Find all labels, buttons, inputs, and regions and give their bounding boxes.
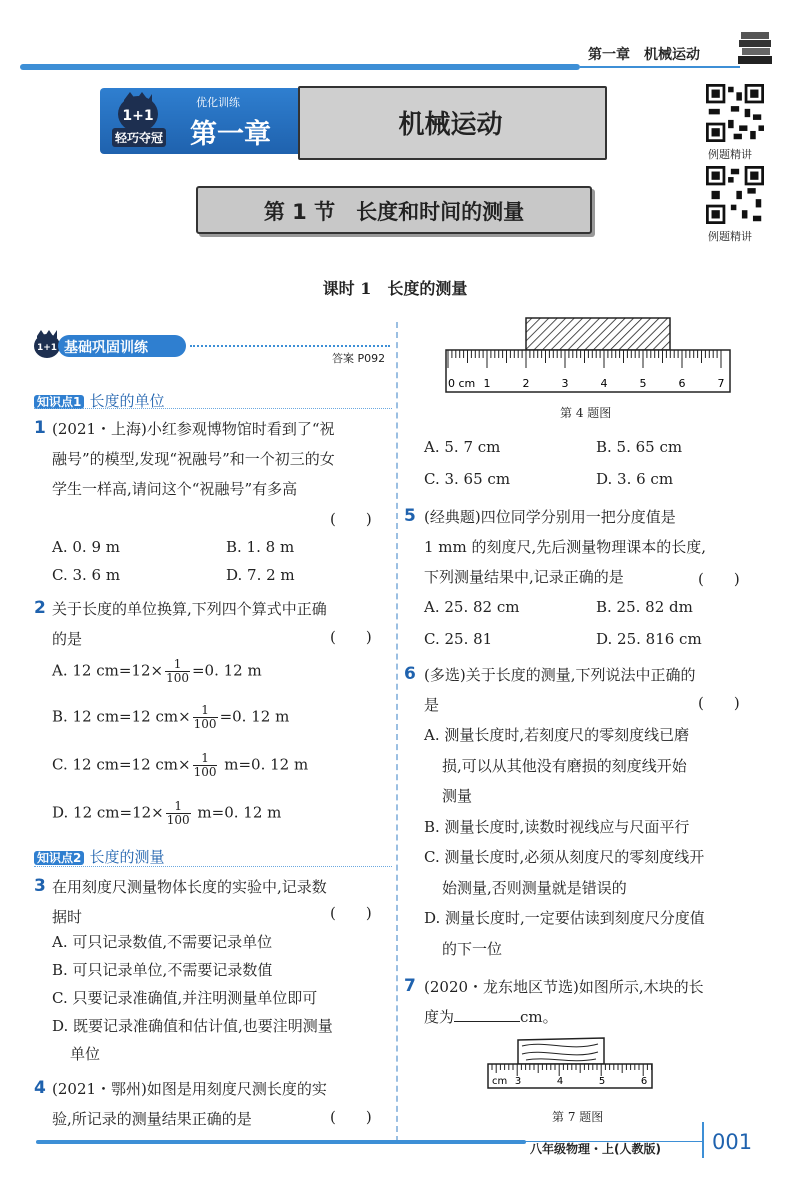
question-1-text — [52, 414, 396, 504]
question-3-options — [52, 928, 396, 1068]
question-number: 4 — [34, 1078, 46, 1098]
answer-paren[interactable]: ( ) — [330, 628, 372, 646]
option-c: C. 只要记录准确值,并注明测量单位即可 — [52, 989, 318, 1007]
question-6-options — [424, 720, 768, 964]
header-rule — [20, 64, 580, 70]
ruler-label: 4 — [600, 377, 608, 390]
fraction-denominator: 100 — [166, 813, 190, 827]
option-c: C. 25. 81 — [424, 630, 493, 648]
header-rule-thin — [580, 66, 740, 68]
answer-ref: 答案 P092 — [332, 352, 386, 365]
ruler-figure-4 — [440, 316, 740, 394]
book-title: 八年级物理・上(人教版) — [530, 1142, 661, 1156]
banner-chapter: 第一章 — [190, 119, 271, 150]
fraction — [165, 658, 190, 685]
option-c — [52, 752, 308, 779]
ruler-label: 1 — [483, 377, 491, 390]
svg-text:1+1: 1+1 — [36, 343, 58, 353]
fraction — [193, 704, 218, 731]
question-number: 2 — [34, 598, 46, 618]
option-d: D. 3. 6 cm — [596, 470, 674, 488]
option-d: D. 测量长度时,一定要估读到刻度尺分度值 — [424, 909, 705, 927]
text-line: 在用刻度尺测量物体长度的实验中,记录数 — [52, 878, 327, 896]
option-c: C. 测量长度时,必须从刻度尺的零刻度线开 — [424, 848, 705, 866]
fraction-denominator: 100 — [193, 717, 217, 731]
text-line — [424, 1002, 764, 1032]
fraction-numerator: 1 — [193, 752, 218, 766]
option-a: A. 25. 82 cm — [424, 598, 520, 616]
ruler-label: 5 — [639, 377, 647, 390]
text-line: (2020・龙东地区节选)如图所示,木块的长 — [424, 978, 704, 996]
page-number: 001 — [712, 1130, 753, 1154]
question-number: 5 — [404, 506, 416, 526]
option-c: C. 3. 65 cm — [424, 470, 511, 488]
kp-underline — [34, 866, 392, 867]
running-header: 第一章 机械运动 — [588, 47, 700, 63]
kp-tag: 知识点2 — [34, 851, 84, 865]
option-b: B. 5. 65 cm — [596, 438, 683, 456]
text-fragment: cm。 — [520, 1008, 558, 1026]
text-line: (经典题)四位同学分别用一把分度值是 — [424, 508, 676, 526]
question-number: 1 — [34, 418, 46, 438]
fraction-denominator: 100 — [193, 765, 217, 779]
answer-paren[interactable]: ( ) — [698, 694, 740, 712]
text-line: (2021・上海)小红参观博物馆时看到了“祝 — [52, 420, 335, 438]
ruler-label: 6 — [640, 1076, 648, 1087]
option-a: A. 测量长度时,若刻度尺的零刻度线已磨 — [424, 726, 690, 744]
option-a — [52, 658, 262, 685]
footer-separator — [702, 1122, 704, 1158]
fraction-numerator: 1 — [166, 800, 191, 814]
option-c: C. 3. 6 m — [52, 566, 121, 584]
answer-blank[interactable] — [454, 1021, 520, 1022]
option-b: B. 可只记录单位,不需要记录数值 — [52, 961, 273, 979]
qr-label: 例题精讲 — [708, 230, 752, 243]
text-line: 是 — [424, 696, 440, 714]
ruler-label: 2 — [522, 377, 530, 390]
fraction-denominator: 100 — [166, 671, 189, 685]
option-d-cont: 的下一位 — [442, 939, 503, 958]
text-line: 据时 — [52, 908, 83, 926]
option-text: A. 12 cm=12× — [52, 661, 164, 680]
answer-paren[interactable]: ( ) — [330, 1108, 372, 1126]
ruler-label: 3 — [514, 1076, 522, 1087]
text-line: 1 mm 的刻度尺,先后测量物理课本的长度, — [424, 538, 707, 556]
option-a: A. 5. 7 cm — [424, 438, 501, 456]
option-a: A. 0. 9 m — [52, 538, 120, 556]
text-line: (多选)关于长度的测量,下列说法中正确的 — [424, 666, 696, 684]
answer-paren[interactable]: ( ) — [698, 570, 740, 588]
fraction — [193, 752, 218, 779]
books-icon — [738, 28, 774, 68]
ruler-figure-7 — [486, 1034, 656, 1098]
text-line: 验,所记录的测量结果正确的是 — [52, 1110, 252, 1128]
option-d: D. 既要记录准确值和估计值,也要注明测量 — [52, 1017, 333, 1035]
column-divider — [396, 322, 398, 1142]
option-a-cont: 测量 — [442, 787, 473, 805]
ruler-label: 4 — [556, 1076, 564, 1087]
qr-code-icon[interactable] — [706, 166, 764, 224]
option-b: B. 25. 82 dm — [596, 598, 693, 616]
option-b: B. 1. 8 m — [226, 538, 295, 556]
section-title: 第 1 节 长度和时间的测量 — [263, 200, 525, 224]
banner-sub-label: 优化训练 — [196, 96, 240, 109]
ruler-label: 6 — [678, 377, 686, 390]
option-a-cont: 损,可以从其他没有磨损的刻度线开始 — [442, 756, 687, 775]
qr-label: 例题精讲 — [708, 148, 752, 161]
option-text: B. 12 cm=12 cm× — [52, 707, 191, 726]
figure-caption: 第 4 题图 — [560, 406, 612, 420]
practice-dots — [190, 345, 390, 347]
option-a: A. 可只记录数值,不需要记录单位 — [52, 933, 273, 951]
ruler-label: cm — [492, 1076, 508, 1087]
lesson-title: 课时 1 长度的测量 — [322, 279, 468, 298]
ruler-label: 5 — [598, 1076, 606, 1087]
option-d — [52, 800, 281, 827]
knowledge-point-2 — [34, 846, 164, 867]
option-text: C. 12 cm=12 cm× — [52, 755, 191, 774]
option-b: B. 测量长度时,读数时视线应与尺面平行 — [424, 817, 690, 836]
option-b — [52, 704, 289, 731]
ruler-label: 3 — [561, 377, 569, 390]
chapter-title: 机械运动 — [398, 110, 503, 140]
text-line: 下列测量结果中,记录正确的是 — [424, 568, 624, 586]
option-text: =0. 12 m — [191, 661, 262, 680]
question-7-text — [424, 972, 764, 1032]
option-c-cont: 始测量,否则测量就是错误的 — [442, 878, 627, 897]
fraction-numerator: 1 — [165, 658, 190, 672]
question-number: 3 — [34, 876, 46, 896]
option-d: D. 7. 2 m — [226, 566, 295, 584]
option-text: m=0. 12 m — [219, 755, 309, 774]
svg-text:1+1: 1+1 — [122, 108, 154, 124]
option-d-cont: 单位 — [70, 1045, 101, 1063]
kp-title: 长度的测量 — [89, 848, 165, 866]
text-fragment: 度为 — [424, 1008, 455, 1026]
text-line: 融号”的模型,发现“祝融号”和一个初三的女 — [52, 450, 335, 468]
question-number: 7 — [404, 976, 416, 996]
option-d: D. 25. 816 cm — [596, 630, 702, 648]
text-line: 关于长度的单位换算,下列四个算式中正确 — [52, 600, 327, 618]
text-line: (2021・鄂州)如图是用刻度尺测长度的实 — [52, 1080, 327, 1098]
fraction-numerator: 1 — [193, 704, 218, 718]
question-number: 6 — [404, 664, 416, 684]
brand-logo-text: 轻巧夺冠 — [112, 128, 166, 147]
option-text: m=0. 12 m — [192, 803, 282, 822]
kp-title: 长度的单位 — [89, 392, 165, 410]
text-line: 的是 — [52, 630, 83, 648]
figure-caption: 第 7 题图 — [552, 1110, 604, 1124]
text-line: 学生一样高,请问这个“祝融号”有多高 — [52, 480, 298, 498]
answer-paren[interactable]: ( ) — [330, 904, 372, 922]
answer-paren[interactable]: ( ) — [330, 510, 372, 528]
qr-code-icon[interactable] — [706, 84, 764, 142]
ruler-label: 7 — [717, 377, 725, 390]
kp-tag: 知识点1 — [34, 395, 84, 409]
kp-underline — [34, 408, 392, 409]
practice-label: 基础巩固训练 — [64, 340, 148, 356]
option-text: D. 12 cm=12× — [52, 803, 164, 822]
ruler-label: 0 cm — [448, 377, 476, 390]
fraction — [166, 800, 191, 827]
footer-rule — [36, 1140, 526, 1144]
option-text: =0. 12 m — [219, 707, 290, 726]
